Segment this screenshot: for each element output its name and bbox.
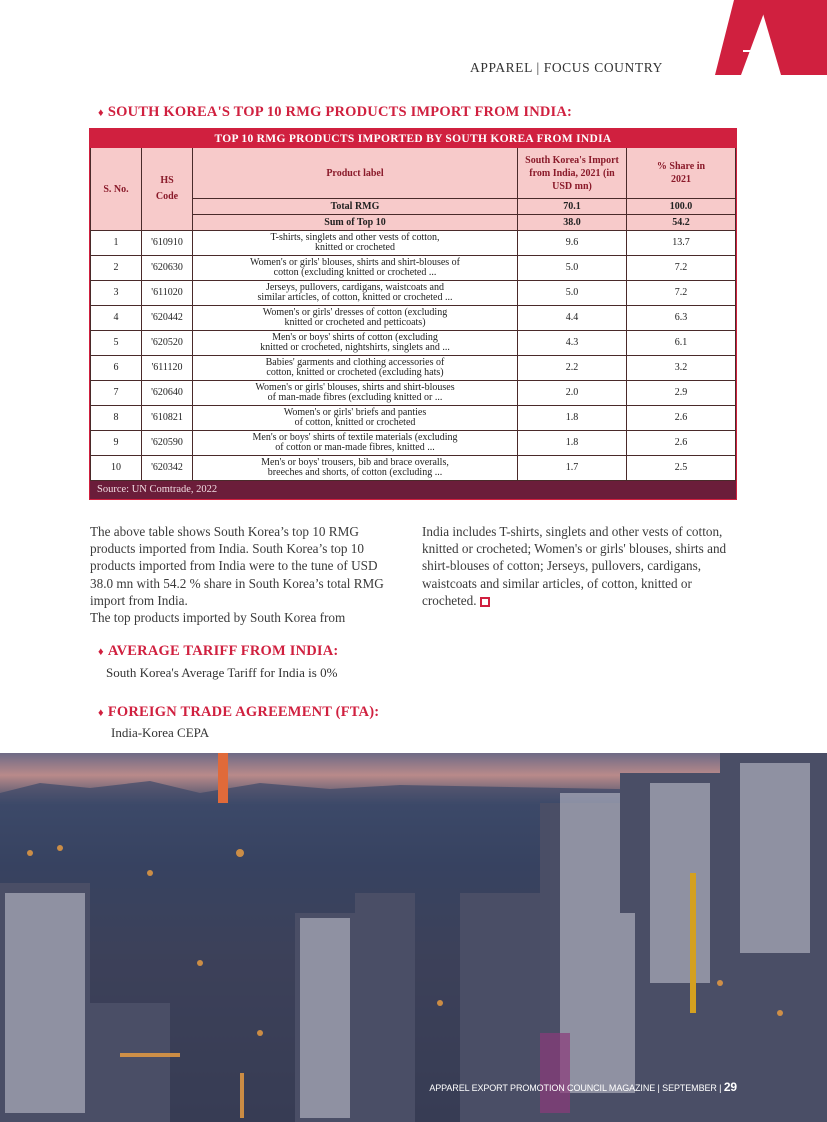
row-product: [193, 331, 518, 356]
summary-label: Total RMG: [193, 199, 518, 215]
table-row: [91, 456, 736, 481]
diamond-bullet-icon: ♦: [98, 107, 104, 119]
body-column-1: [90, 523, 402, 626]
row-import: 1.7: [518, 456, 627, 481]
brand-logo: [677, 0, 827, 75]
skyline-illustration: [0, 753, 827, 1122]
row-sno: 6: [91, 356, 142, 381]
row-sno: 9: [91, 431, 142, 456]
table-source: Source: UN Comtrade, 2022: [91, 481, 736, 499]
product-line-2: of man-made fibres (excluding knitted or ...: [267, 392, 443, 403]
row-import: 2.0: [518, 381, 627, 406]
table-row: [91, 306, 736, 331]
row-product: [193, 256, 518, 281]
end-mark-icon: [480, 597, 490, 607]
table-row: [91, 431, 736, 456]
col-header-product: Product label: [193, 148, 518, 199]
body-paragraph: The top products imported by South Korea from: [90, 610, 346, 626]
product-line-1: Women's or girls' briefs and panties: [283, 406, 427, 418]
product-line-2: of cotton or man-made fibres, knitted ...: [275, 442, 435, 453]
row-share: 7.2: [627, 281, 736, 306]
row-hs-code: '610910: [142, 231, 193, 256]
row-import: 1.8: [518, 406, 627, 431]
row-sno: 4: [91, 306, 142, 331]
product-line-1: Jerseys, pullovers, cardigans, waistcoats and: [265, 281, 444, 293]
summary-import: 38.0: [518, 215, 627, 231]
product-line-1: Women's or girls' blouses, shirts and shirt-blouses of: [249, 256, 460, 268]
body-paragraph: India includes T-shirts, singlets and other vests of cotton, knitted or crocheted; Women's or girls' blouses, shirts and shirt-blouses of cotton; Jerseys, pullovers, cardigans, waistcoats and similar articles, of cotton, knitted or crocheted.: [422, 524, 727, 608]
summary-share: 54.2: [627, 215, 736, 231]
product-line-1: Women's or girls' blouses, shirts and shirt-blouses: [255, 381, 455, 393]
table-row: [91, 231, 736, 256]
row-share: 2.6: [627, 431, 736, 456]
heading-text: FOREIGN TRADE AGREEMENT (FTA):: [107, 704, 380, 720]
product-line-2: cotton, knitted or crocheted (excluding hats): [266, 367, 444, 378]
row-product: [193, 406, 518, 431]
row-hs-code: '620342: [142, 456, 193, 481]
summary-label: Sum of Top 10: [193, 215, 518, 231]
product-line-1: T-shirts, singlets and other vests of cotton,: [270, 231, 440, 243]
diamond-bullet-icon: ♦: [98, 707, 104, 719]
city-photo: [0, 753, 827, 1122]
table-row: [91, 381, 736, 406]
top-products-heading: [98, 104, 572, 121]
table-row: [91, 281, 736, 306]
body-column-2: [422, 523, 734, 609]
fta-text: India-Korea CEPA: [111, 725, 210, 740]
row-import: 1.8: [518, 431, 627, 456]
body-paragraph: The above table shows South Korea’s top 10 RMG products imported from India. South Korea’s top 10 products imported from India were to the tune of USD 38.0 mn with 54.2 % share in South Korea’s total RMG import from India.: [90, 524, 384, 608]
product-line-1: Babies' garments and clothing accessories of: [265, 356, 445, 368]
row-sno: 7: [91, 381, 142, 406]
row-share: 2.5: [627, 456, 736, 481]
diamond-bullet-icon: ♦: [98, 646, 104, 658]
row-hs-code: '620640: [142, 381, 193, 406]
product-line-1: Women's or girls' dresses of cotton (excluding: [262, 306, 448, 318]
row-sno: 3: [91, 281, 142, 306]
row-hs-code: '620442: [142, 306, 193, 331]
row-product: [193, 231, 518, 256]
row-import: 2.2: [518, 356, 627, 381]
magazine-name: APPAREL EXPORT PROMOTION COUNCIL MAGAZINE | SEPTEMBER |: [429, 1083, 722, 1093]
row-import: 4.4: [518, 306, 627, 331]
product-line-1: Men's or boys' trousers, bib and brace overalls,: [261, 456, 449, 468]
product-line-2: similar articles, of cotton, knitted or crocheted ...: [257, 292, 453, 303]
row-import: 9.6: [518, 231, 627, 256]
row-product: [193, 456, 518, 481]
row-hs-code: '611120: [142, 356, 193, 381]
hs-code-label: HS Code: [155, 175, 179, 202]
heading-text: AVERAGE TARIFF FROM INDIA:: [107, 643, 339, 659]
table-row: [91, 406, 736, 431]
fta-heading: [98, 704, 379, 721]
table-row: [91, 356, 736, 381]
heading-text: SOUTH KOREA'S TOP 10 RMG PRODUCTS IMPORT FROM INDIA:: [107, 104, 573, 120]
table-row: [91, 331, 736, 356]
row-product: [193, 381, 518, 406]
row-share: 6.3: [627, 306, 736, 331]
row-share: 2.6: [627, 406, 736, 431]
col-header-import: South Korea's Import from India, 2021 (in USD mn): [518, 148, 627, 199]
col-header-hs-code: [142, 148, 193, 231]
row-sno: 5: [91, 331, 142, 356]
product-line-1: Men's or boys' shirts of textile materials (excluding: [252, 431, 458, 443]
table-row: [91, 256, 736, 281]
product-line-2: knitted or crocheted: [315, 242, 395, 253]
row-hs-code: '620590: [142, 431, 193, 456]
row-share: 13.7: [627, 231, 736, 256]
row-sno: 10: [91, 456, 142, 481]
page-number: 29: [723, 1080, 737, 1094]
tariff-heading: [98, 643, 338, 660]
row-hs-code: '610821: [142, 406, 193, 431]
row-hs-code: '620630: [142, 256, 193, 281]
table-title: TOP 10 RMG PRODUCTS IMPORTED BY SOUTH KOREA FROM INDIA: [91, 130, 736, 148]
row-import: 5.0: [518, 256, 627, 281]
row-product: [193, 306, 518, 331]
product-line-1: Men's or boys' shirts of cotton (excluding: [272, 331, 438, 343]
summary-share: 100.0: [627, 199, 736, 215]
row-sno: 2: [91, 256, 142, 281]
row-hs-code: '611020: [142, 281, 193, 306]
row-sno: 1: [91, 231, 142, 256]
row-import: 5.0: [518, 281, 627, 306]
product-line-2: of cotton, knitted or crocheted: [294, 417, 416, 428]
col-header-share: [627, 148, 736, 199]
row-import: 4.3: [518, 331, 627, 356]
row-product: [193, 356, 518, 381]
product-line-2: breeches and shorts, of cotton (excluding ...: [267, 467, 443, 478]
row-share: 7.2: [627, 256, 736, 281]
product-line-2: knitted or crocheted, nightshirts, singlets and ...: [260, 342, 450, 353]
tariff-text: South Korea's Average Tariff for India is 0%: [106, 665, 338, 680]
product-line-2: knitted or crocheted and petticoats): [284, 317, 426, 328]
row-share: 2.9: [627, 381, 736, 406]
page-footer: [429, 1080, 737, 1094]
row-product: [193, 281, 518, 306]
product-line-2: cotton (excluding knitted or crocheted ...: [273, 267, 437, 278]
top-products-table: [90, 129, 736, 499]
row-product: [193, 431, 518, 456]
row-share: 3.2: [627, 356, 736, 381]
row-sno: 8: [91, 406, 142, 431]
summary-import: 70.1: [518, 199, 627, 215]
share-label: % Share in 2021: [656, 161, 706, 185]
row-hs-code: '620520: [142, 331, 193, 356]
row-share: 6.1: [627, 331, 736, 356]
col-header-sno: S. No.: [91, 148, 142, 231]
section-tag: APPAREL | FOCUS COUNTRY: [470, 60, 663, 75]
